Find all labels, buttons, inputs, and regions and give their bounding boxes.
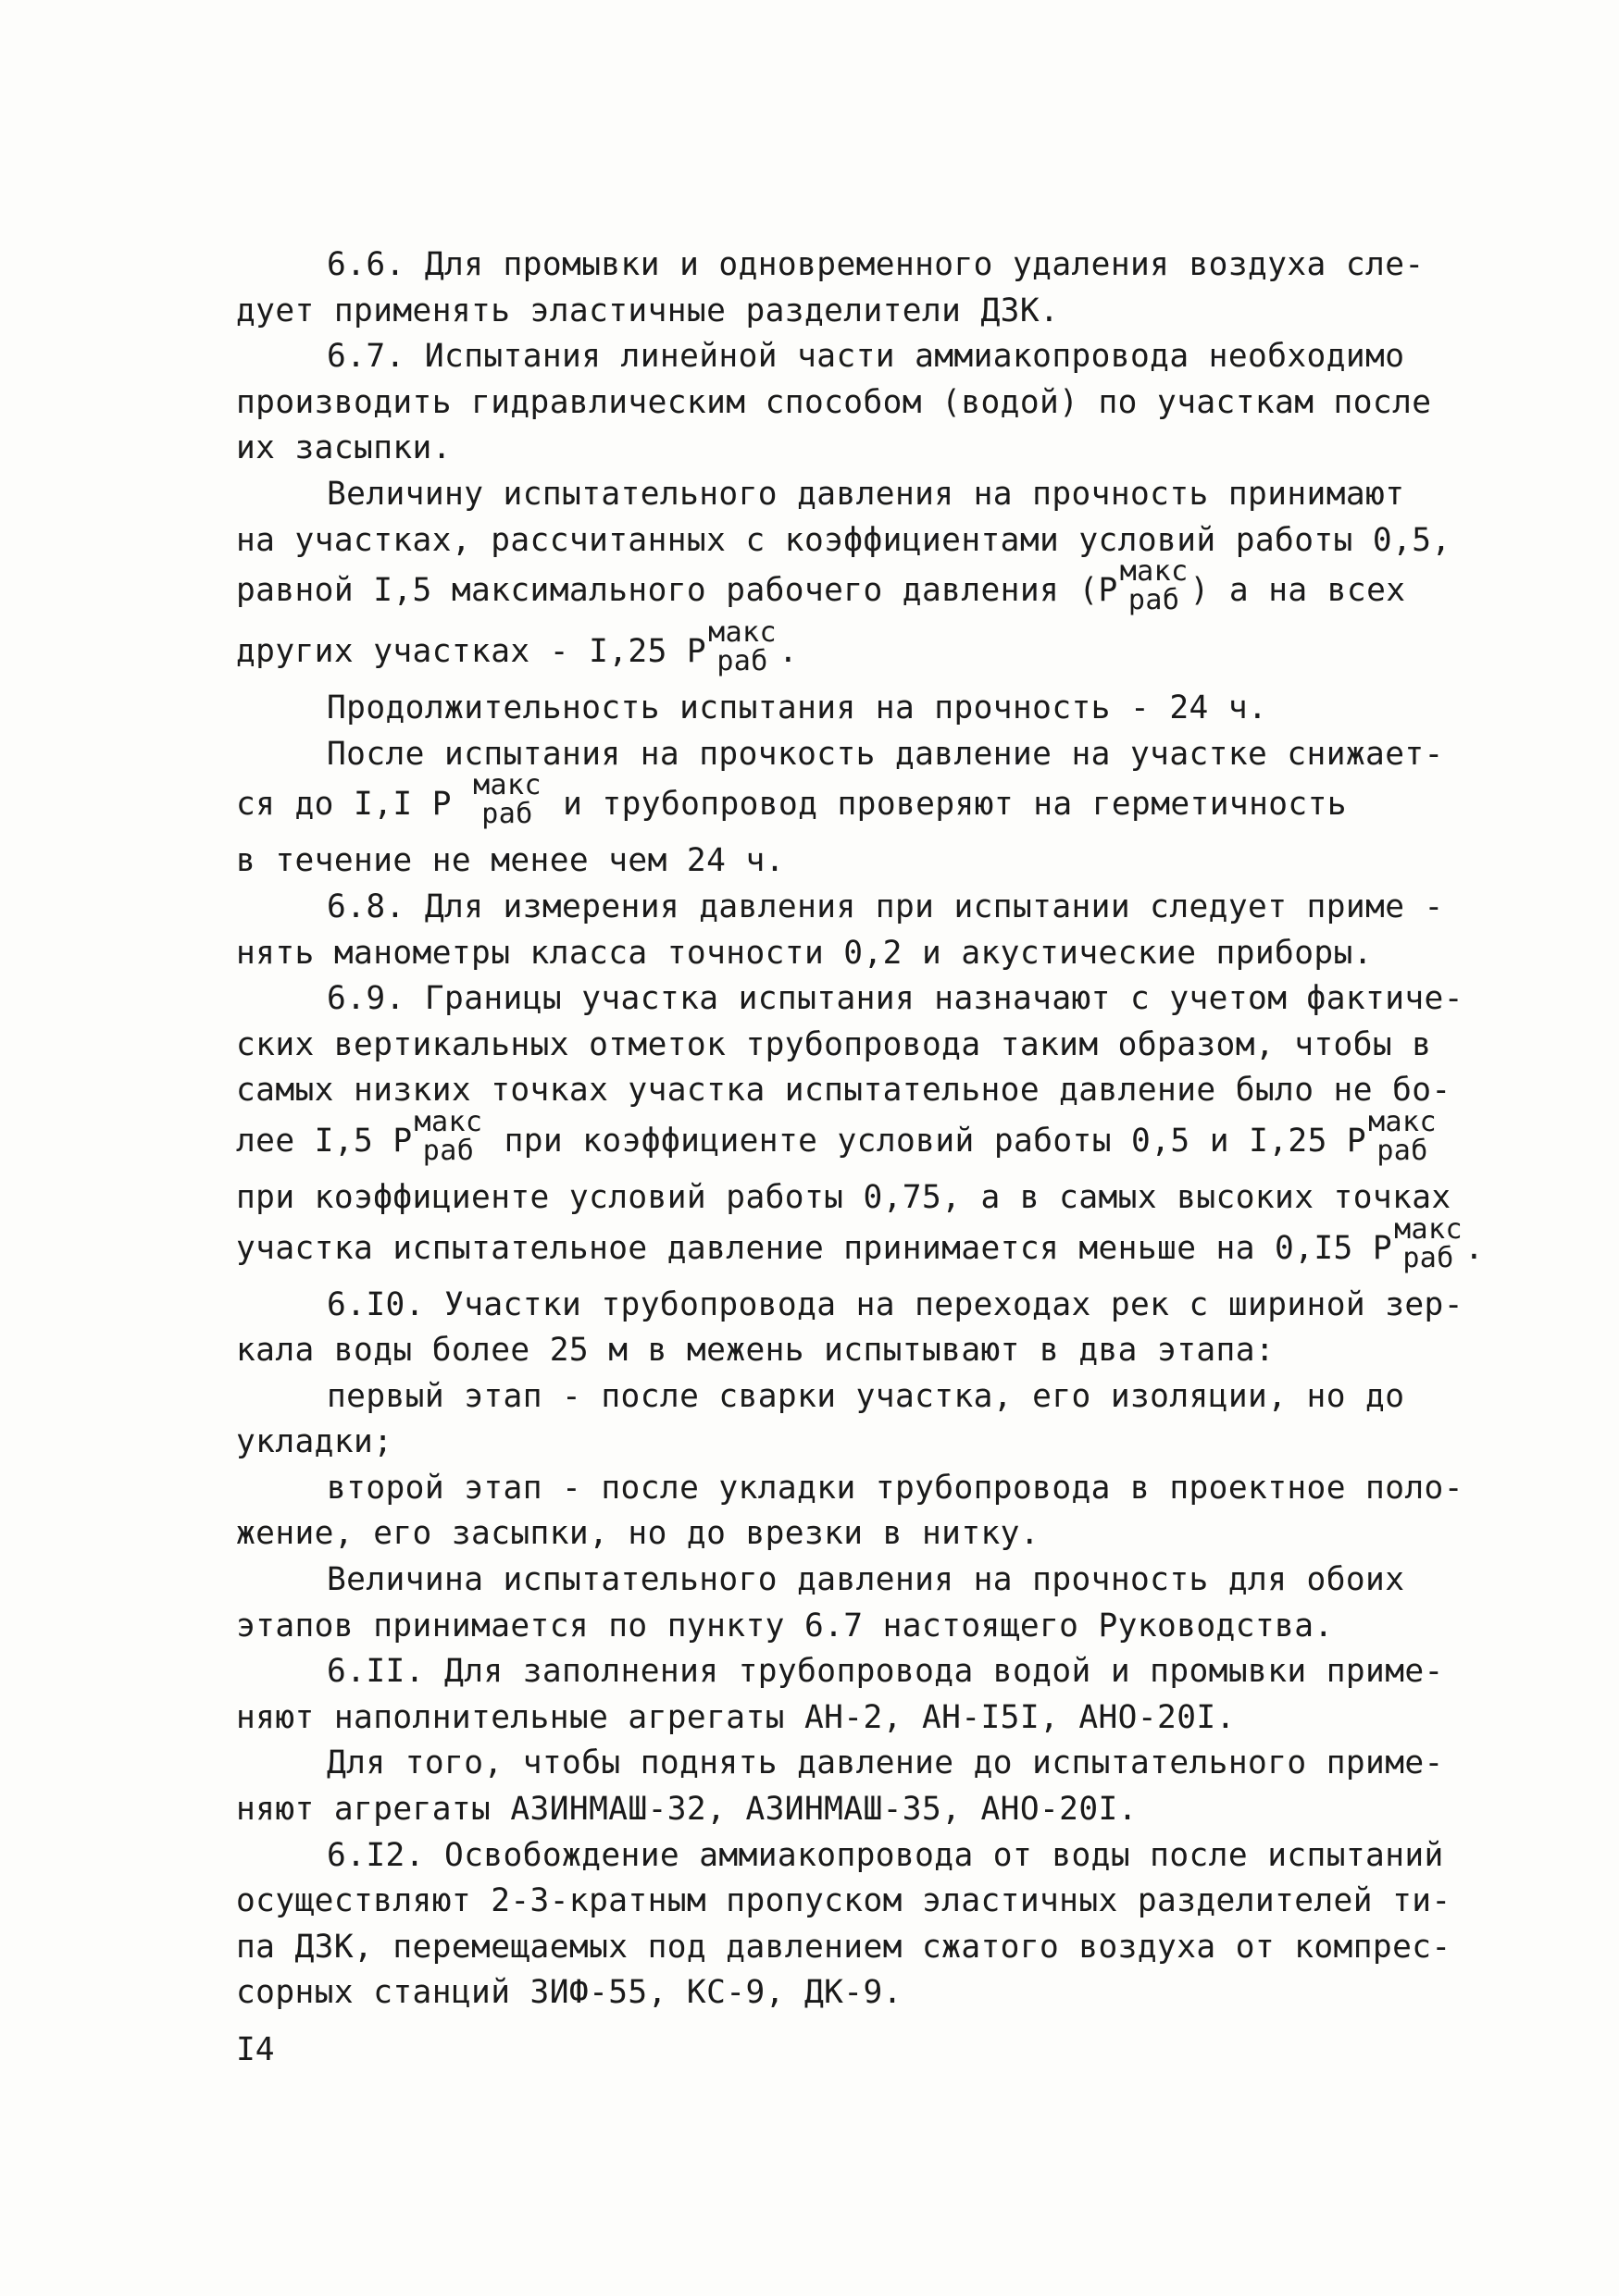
index-sup: макс: [1119, 555, 1189, 589]
text-fragment: .: [778, 633, 799, 671]
text-line: жение, его засыпки, но до врезки в нитку.: [236, 1515, 1040, 1553]
index-sub: раб: [1127, 584, 1180, 617]
text-line: 6.8. Для измерения давления при испытании следует приме -: [327, 887, 1444, 925]
index-sup: макс: [708, 616, 777, 650]
text-line: осуществляют 2-3-кратным пропуском эластичных разделителей ти-: [236, 1882, 1451, 1920]
text-line: производить гидравлическим способом (водой) по участкам после: [236, 383, 1432, 421]
text-fragment: ся до I,I Р: [236, 786, 452, 824]
pressure-index: [1368, 1105, 1437, 1167]
text-line: [236, 769, 1384, 838]
text-line: Продолжительность испытания на прочность - 24 ч.: [327, 689, 1268, 727]
index-sup: макс: [473, 769, 542, 802]
pressure-index: [414, 1105, 483, 1167]
pressure-index: [1394, 1212, 1463, 1274]
text-line: няют наполнительные агрегаты АН-2, АН-I5I, АНО-20I.: [236, 1698, 1236, 1736]
text-fragment: и трубопровод проверяют на герметичность: [563, 786, 1347, 824]
pressure-index: [473, 769, 542, 831]
text-line: самых низких точках участка испытательное давление было не бо-: [236, 1072, 1451, 1110]
text-line: 6.9. Границы участка испытания назначают с учетом фактиче-: [327, 980, 1463, 1018]
text-fragment: ) а на всех: [1189, 572, 1406, 610]
page-number: I4: [236, 2031, 275, 2068]
text-fragment: равной I,5 максимального рабочего давления (Р: [236, 572, 1118, 610]
text-line: в течение не менее чем 24 ч.: [236, 842, 785, 880]
text-line: второй этап - после укладки трубопровода в проектное поло-: [327, 1469, 1463, 1507]
body-text: [236, 242, 1485, 2017]
index-sub: раб: [1376, 1134, 1428, 1167]
text-line: Величину испытательного давления на прочность принимают: [327, 475, 1405, 513]
text-line: дует применять эластичные разделители ДЗК.: [236, 292, 1060, 329]
pressure-index: [1119, 555, 1189, 617]
text-line: 6.II. Для заполнения трубопровода водой и промывки приме-: [327, 1653, 1444, 1691]
text-fragment: других участках - I,25 Р: [236, 633, 707, 671]
text-line: Для того, чтобы поднять давление до испытательного приме-: [327, 1744, 1444, 1782]
text-fragment: участка испытательное давление принимается меньше на 0,I5 Р: [236, 1229, 1393, 1267]
text-line: кала воды более 25 м в межень испытывают в два этапа:: [236, 1332, 1276, 1370]
text-line: ских вертикальных отметок трубопровода таким образом, чтобы в: [236, 1025, 1432, 1063]
text-fragment: лее I,5 Р: [236, 1122, 413, 1160]
text-line: сорных станций ЗИФ-55, КС-9, ДК-9.: [236, 1974, 903, 2012]
index-sub: раб: [1402, 1241, 1454, 1274]
text-line: нять манометры класса точности 0,2 и акустические приборы.: [236, 934, 1373, 972]
index-sup: макс: [1394, 1212, 1463, 1246]
index-sup: макс: [1368, 1105, 1437, 1138]
text-line: на участках, рассчитанных с коэффициентами условий работы 0,5,: [236, 521, 1451, 559]
text-line: [236, 616, 1384, 686]
text-line: первый этап - после сварки участка, его изоляции, но до: [327, 1377, 1405, 1415]
pressure-index: [708, 616, 777, 678]
text-line: [236, 555, 1406, 625]
index-sup: макс: [414, 1105, 483, 1138]
index-sub: раб: [716, 645, 768, 678]
text-line: Величина испытательного давления на прочность для обоих: [327, 1561, 1405, 1599]
text-line: 6.7. Испытания линейной части аммиакопровода необходимо: [327, 338, 1405, 376]
text-line: их засыпки.: [236, 429, 452, 467]
index-sub: раб: [481, 798, 533, 831]
text-line: После испытания на прочкость давление на участке снижает-: [327, 735, 1444, 773]
text-line: па ДЗК, перемещаемых под давлением сжатого воздуха от компрес-: [236, 1928, 1451, 1966]
text-line: этапов принимается по пункту 6.7 настоящего Руководства.: [236, 1607, 1334, 1644]
text-line: 6.I2. Освобождение аммиакопровода от воды после испытаний: [327, 1836, 1444, 1874]
text-line: [236, 1105, 1437, 1175]
text-line: 6.I0. Участки трубопровода на переходах рек с шириной зер-: [327, 1285, 1463, 1323]
text-line: 6.6. Для промывки и одновременного удаления воздуха сле-: [327, 246, 1425, 283]
text-line: при коэффициенте условий работы 0,75, а в самых высоких точках: [236, 1178, 1451, 1216]
text-fragment: .: [1463, 1229, 1485, 1267]
text-line: няют агрегаты АЗИНМАШ-32, АЗИНМАШ-35, АНО-20I.: [236, 1791, 1138, 1829]
index-sub: раб: [422, 1134, 475, 1167]
text-line: [236, 1212, 1485, 1283]
text-line: укладки;: [236, 1423, 393, 1461]
text-fragment: при коэффициенте условий работы 0,5 и I,25 Р: [504, 1122, 1367, 1160]
